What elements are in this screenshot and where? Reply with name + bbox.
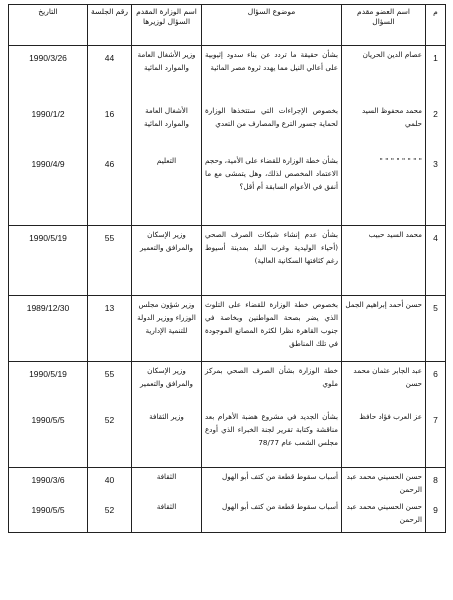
- row-member: " " " " " " " ": [342, 152, 426, 226]
- row-session: 46: [88, 152, 132, 226]
- row-num: 5: [426, 296, 446, 362]
- table-row: [9, 296, 446, 362]
- table-header-row: [9, 5, 446, 46]
- row-date: 1990/5/19: [9, 362, 88, 408]
- row-session: 13: [88, 296, 132, 362]
- row-num: 2: [426, 102, 446, 152]
- table-row: [9, 408, 446, 468]
- row-date: 1990/5/19: [9, 226, 88, 296]
- header-topic: موضوع السؤال: [202, 5, 342, 46]
- row-ministry: وزير الإسكان والمرافق والتعمير: [132, 362, 202, 408]
- table-row: [9, 226, 446, 296]
- row-num: 6: [426, 362, 446, 408]
- table-row: [9, 468, 446, 499]
- table-row: [9, 102, 446, 152]
- row-topic: بخصوص الإجراءات التي ستتخذها الوزارة لحماية جسور الترع والمصارف من التعدي: [202, 102, 342, 152]
- row-date: 1989/12/30: [9, 296, 88, 362]
- row-session: 52: [88, 408, 132, 468]
- header-ministry: اسم الوزارة المقدم السؤال لوزيرها: [132, 5, 202, 46]
- row-topic: بخصوص خطة الوزارة للقضاء على التلوث الذي يضر بصحة المواطنين وبخاصة في جنوب القاهرة نظرا لكثرة المصانع الموجودة في تلك المناطق: [202, 296, 342, 362]
- row-topic: أسباب سقوط قطعة من كتف أبو الهول: [202, 468, 342, 499]
- row-date: 1990/5/5: [9, 408, 88, 468]
- row-ministry: وزير الثقافة: [132, 408, 202, 468]
- row-session: 55: [88, 362, 132, 408]
- row-date: 1990/3/6: [9, 468, 88, 499]
- row-session: 16: [88, 102, 132, 152]
- row-member: حسن الحسيني محمد عبد الرحمن: [342, 468, 426, 499]
- row-member: محمد محفوظ السيد حلمي: [342, 102, 426, 152]
- row-date: 1990/5/5: [9, 498, 88, 532]
- header-num: م: [426, 5, 446, 46]
- row-member: حسن أحمد إبراهيم الجمل: [342, 296, 426, 362]
- row-date: 1990/4/9: [9, 152, 88, 226]
- row-date: 1990/3/26: [9, 46, 88, 102]
- row-session: 55: [88, 226, 132, 296]
- row-ministry: وزير شؤون مجلس الوزراء ووزير الدولة للتنمية الإدارية: [132, 296, 202, 362]
- table-row: [9, 152, 446, 226]
- row-ministry: الأشغال العامة والموارد المائية: [132, 102, 202, 152]
- row-topic: بشأن الجديد في مشروع هضبة الأهرام بعد مناقشة وكتابة تقرير لجنة الخبراء الذي أودع مجلس الشعب عام 78/77: [202, 408, 342, 468]
- questions-table: [8, 4, 446, 533]
- table-row: [9, 362, 446, 408]
- row-ministry: الثقافة: [132, 498, 202, 532]
- row-num: 4: [426, 226, 446, 296]
- table-row: [9, 46, 446, 102]
- header-session: رقم الجلسة: [88, 5, 132, 46]
- row-session: 40: [88, 468, 132, 499]
- row-topic: بشأن خطة الوزارة للقضاء على الأمية، وحجم الاعتماد المخصص لذلك، وهل يتمشى مع ما أنفق في الأعوام السابقة أم أقل؟: [202, 152, 342, 226]
- row-ministry: الثقافة: [132, 468, 202, 499]
- row-topic: خطة الوزارة بشأن الصرف الصحي بمركز ملوي: [202, 362, 342, 408]
- row-num: 9: [426, 498, 446, 532]
- row-num: 3: [426, 152, 446, 226]
- row-date: 1990/1/2: [9, 102, 88, 152]
- row-topic: أسباب سقوط قطعة من كتف أبو الهول: [202, 498, 342, 532]
- row-topic: بشأن عدم إنشاء شبكات الصرف الصحي (أحياء الوليدية وغرب البلد بمدينة أسيوط رغم كثافتها السكانية العالية): [202, 226, 342, 296]
- row-num: 7: [426, 408, 446, 468]
- row-topic: بشأن حقيقة ما تردد عن بناء سدود إثيوبية على أعالي النيل مما يهدد ثروة مصر المائية: [202, 46, 342, 102]
- header-member: اسم العضو مقدم السؤال: [342, 5, 426, 46]
- row-ministry: وزير الإسكان والمرافق والتعمير: [132, 226, 202, 296]
- row-num: 8: [426, 468, 446, 499]
- row-member: عز العرب فؤاد حافظ: [342, 408, 426, 468]
- row-member: محمد السيد حبيب: [342, 226, 426, 296]
- header-date: التاريخ: [9, 5, 88, 46]
- row-ministry: التعليم: [132, 152, 202, 226]
- row-session: 52: [88, 498, 132, 532]
- row-ministry: وزير الأشغال العامة والموارد المائية: [132, 46, 202, 102]
- row-member: حسن الحسيني محمد عبد الرحمن: [342, 498, 426, 532]
- row-session: 44: [88, 46, 132, 102]
- row-num: 1: [426, 46, 446, 102]
- table-row: [9, 498, 446, 532]
- row-member: عبد الجابر عثمان محمد حسن: [342, 362, 426, 408]
- document-page: [8, 4, 445, 533]
- row-member: عصام الدين الحريان: [342, 46, 426, 102]
